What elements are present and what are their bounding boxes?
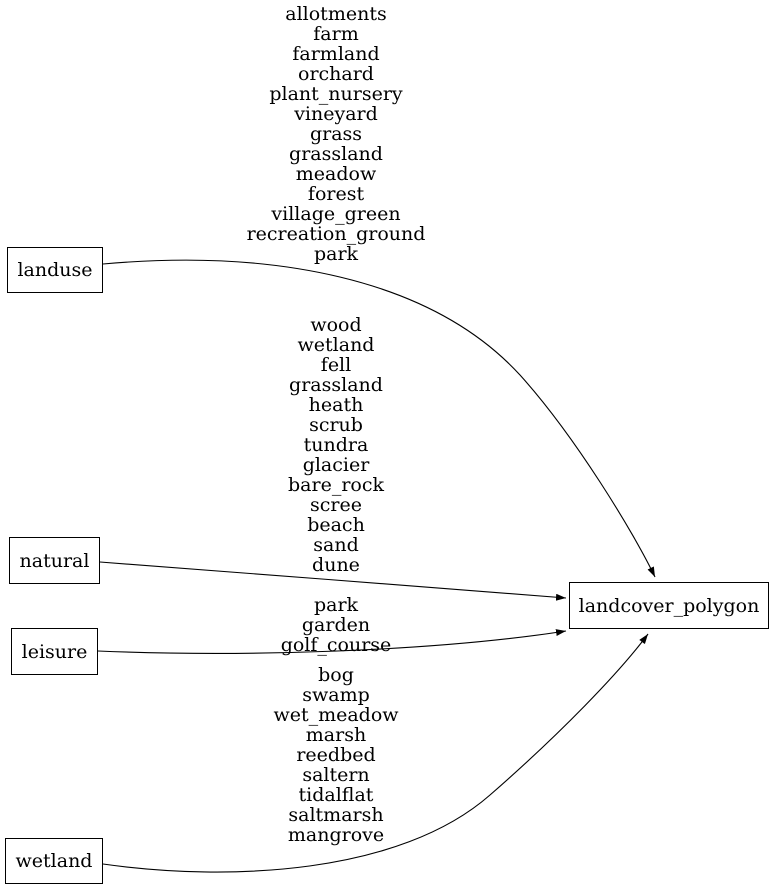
edge-label-line: park bbox=[313, 594, 359, 616]
edge-label-wetland-values bbox=[186, 665, 486, 845]
edge-label-line: park bbox=[313, 243, 359, 265]
node-natural bbox=[9, 537, 100, 584]
edge-label-line: grassland bbox=[289, 143, 383, 165]
edge-label-line: orchard bbox=[298, 63, 374, 85]
edge-label-line: tundra bbox=[303, 434, 369, 456]
edge-label-line: marsh bbox=[305, 724, 367, 746]
edge-label-line: reedbed bbox=[296, 744, 376, 766]
node-natural-label: natural bbox=[19, 549, 90, 572]
edge-label-line: grassland bbox=[289, 374, 383, 396]
edge-label-line: grass bbox=[309, 123, 363, 145]
edge-label-natural-values bbox=[186, 315, 486, 575]
edge-label-line: mangrove bbox=[287, 824, 385, 846]
node-landcover-polygon bbox=[569, 582, 769, 629]
edge-label-line: forest bbox=[307, 183, 365, 205]
node-landuse-label: landuse bbox=[17, 259, 93, 281]
node-wetland-label: wetland bbox=[15, 850, 93, 872]
edge-label-line: dune bbox=[312, 554, 360, 576]
node-leisure-label: leisure bbox=[21, 640, 88, 663]
edge-label-line: saltern bbox=[302, 764, 370, 786]
edge-label-line: saltmarsh bbox=[288, 804, 384, 826]
edge-label-line: heath bbox=[308, 394, 364, 416]
edge-label-line: fell bbox=[320, 354, 352, 376]
edge-label-line: meadow bbox=[295, 163, 377, 185]
edge-label-line: wet_meadow bbox=[273, 704, 399, 726]
node-landuse bbox=[7, 247, 103, 293]
edge-label-landuse-values bbox=[186, 4, 486, 264]
edge-label-line: scree bbox=[310, 494, 362, 516]
edge-label-line: garden bbox=[301, 614, 371, 636]
edge-label-line: sand bbox=[313, 534, 359, 556]
edge-label-line: wood bbox=[310, 314, 362, 336]
node-landcover-polygon-label: landcover_polygon bbox=[578, 594, 760, 617]
edge-label-line: scrub bbox=[309, 414, 363, 436]
edge-label-line: golf_course bbox=[280, 634, 392, 656]
edge-label-line: tidalflat bbox=[298, 784, 374, 806]
edge-label-line: allotments bbox=[285, 3, 387, 25]
edge-label-line: bare_rock bbox=[288, 474, 384, 496]
edge-label-line: farmland bbox=[292, 43, 380, 65]
edge-label-line: swamp bbox=[302, 684, 370, 706]
edge-label-line: recreation_ground bbox=[246, 223, 426, 245]
edge-label-line: wetland bbox=[297, 334, 375, 356]
node-leisure bbox=[11, 628, 98, 675]
edge-label-line: bog bbox=[318, 664, 354, 686]
node-wetland bbox=[5, 838, 103, 884]
edge-label-line: vineyard bbox=[294, 103, 378, 125]
edge-label-line: plant_nursery bbox=[269, 83, 403, 105]
edge-label-line: village_green bbox=[271, 203, 401, 225]
edge-label-line: beach bbox=[307, 514, 365, 536]
edge-label-line: farm bbox=[313, 23, 359, 45]
edge-label-line: glacier bbox=[302, 454, 370, 476]
edge-label-leisure-values bbox=[186, 595, 486, 655]
